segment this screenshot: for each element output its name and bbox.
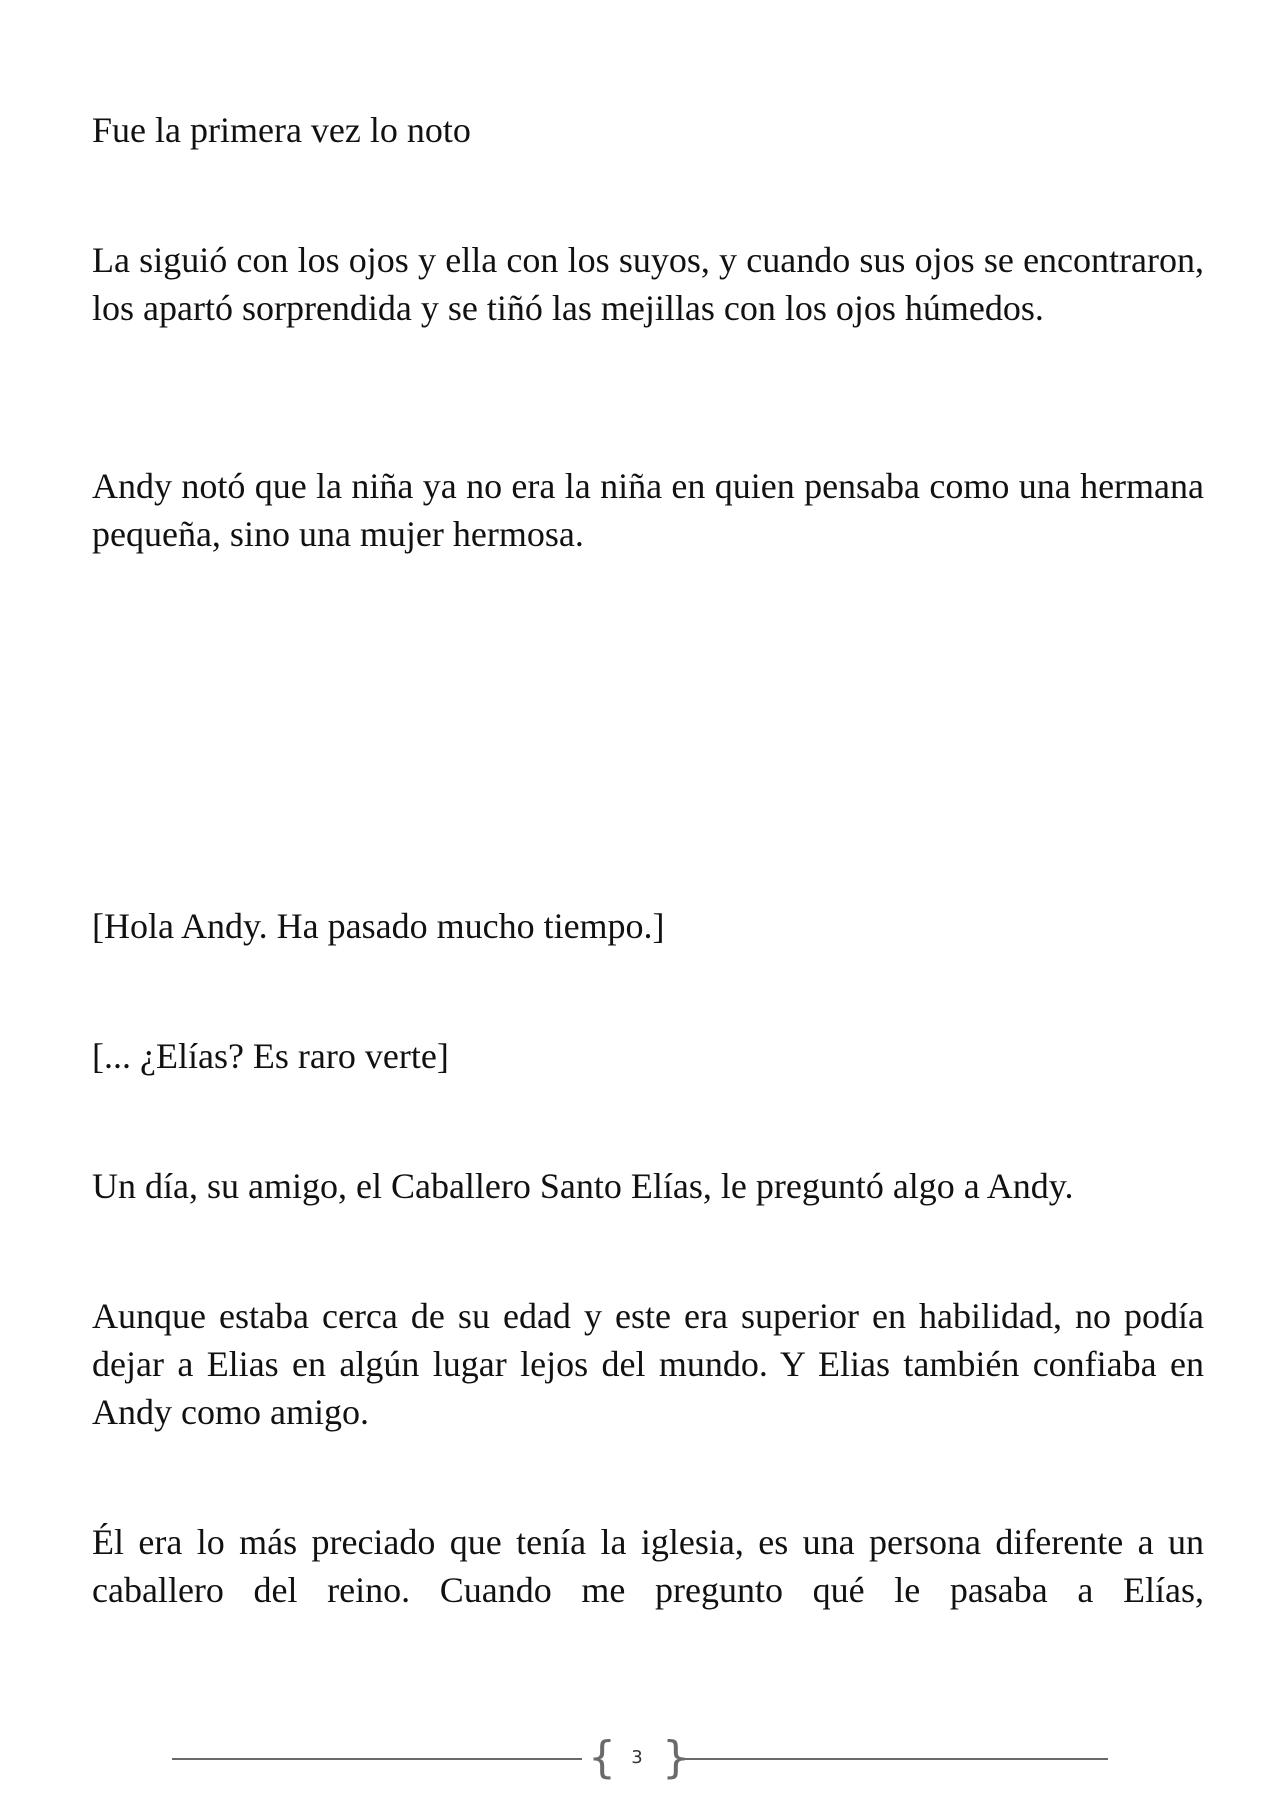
paragraph-7: Aunque estaba cerca de su edad y este era superior en habilidad, no podía dejar a Elias en algún lugar lejos del mundo. Y Elias también confiaba en Andy como amigo. (92, 1296, 1204, 1432)
paragraph-3: Andy notó que la niña ya no era la niña en quien pensaba como una hermana pequeña, sino una mujer hermosa. (92, 466, 1204, 554)
paragraph-1: Fue la primera vez lo noto (92, 110, 471, 150)
paragraph-4: [Hola Andy. Ha pasado mucho tiempo.] (92, 906, 665, 946)
footer-rule-right (684, 1758, 1108, 1760)
left-brace-icon: { (588, 1732, 616, 1783)
paragraph-6: Un día, su amigo, el Caballero Santo Elías, le preguntó algo a Andy. (92, 1166, 1074, 1206)
paragraph-8: Él era lo más preciado que tenía la iglesia, es una persona diferente a un caballero del reino. Cuando me pregunto qué le pasaba a Elías, (92, 1522, 1204, 1610)
right-brace-icon: } (662, 1732, 690, 1783)
paragraph-5: [... ¿Elías? Es raro verte] (92, 1036, 449, 1076)
paragraph-2: La siguió con los ojos y ella con los suyos, y cuando sus ojos se encontraron, los apartó sorprendida y se tiñó las mejillas con los ojos húmedos. (92, 240, 1204, 328)
footer-rule-left (172, 1758, 582, 1760)
page-footer (172, 1734, 1108, 1782)
page-number: 3 (631, 1747, 643, 1768)
